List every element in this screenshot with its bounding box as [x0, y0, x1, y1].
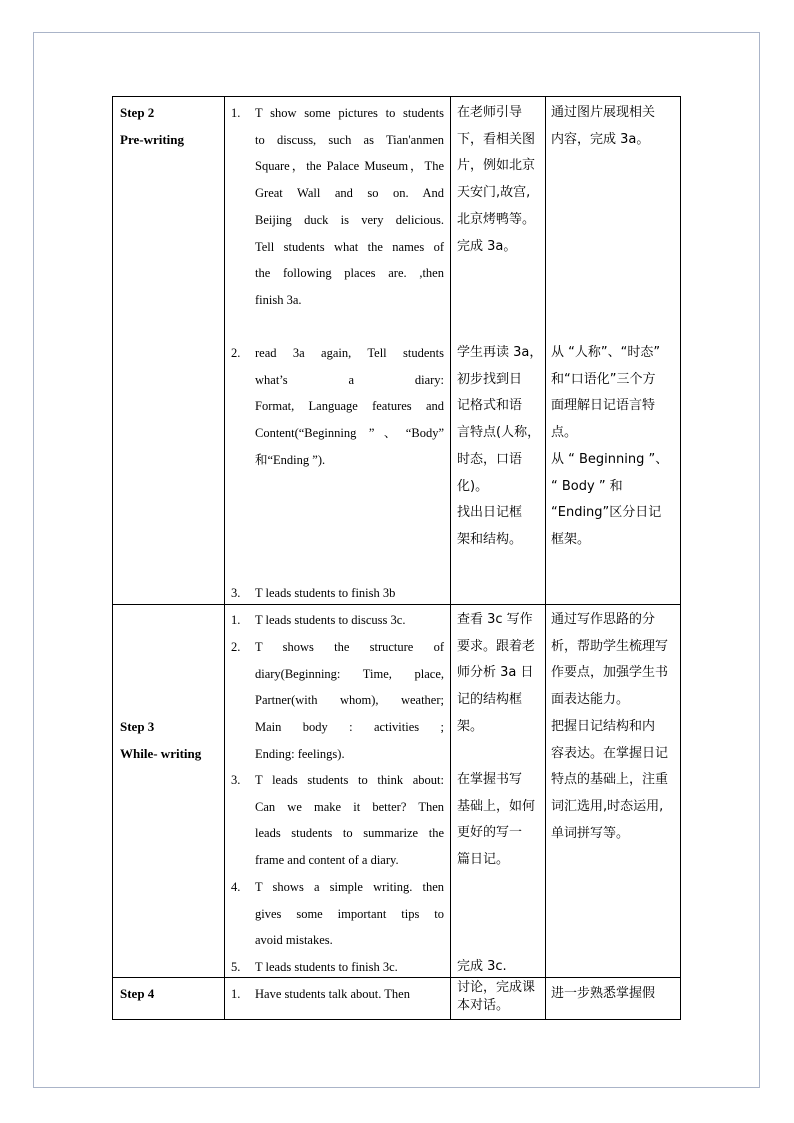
item-text-line: frame and content of a diary. — [255, 853, 399, 868]
item-number: 5. — [231, 960, 241, 974]
item-text-line: T leads students to finish 3b — [255, 586, 396, 600]
item-text-line: T shows a simple writing. then — [255, 880, 444, 894]
item-number: 4. — [231, 880, 241, 894]
student-activity-line: 言特点(人称， — [457, 425, 541, 441]
student-activity-line: 天安门,故宫, — [457, 185, 531, 201]
purpose-line: 内容，完成 3a。 — [551, 131, 650, 147]
purpose-line: 单词拼写等。 — [551, 825, 630, 841]
purpose-line: 析，帮助学生梳理写 — [551, 638, 669, 654]
student-activity-line: 查看 3c 写作 — [457, 612, 533, 627]
student-activity-line: 完成 3a。 — [457, 238, 517, 254]
item-number: 3. — [231, 586, 241, 600]
purpose-line: 容表达。在掌握日记 — [551, 745, 669, 761]
item-text-line: finish 3a. — [255, 292, 302, 307]
purpose-line: 框架。 — [551, 531, 591, 547]
student-activity-line: 在掌握书写 — [457, 772, 523, 787]
purpose-line: 通过图片展现相关 — [551, 105, 656, 120]
student-activity-line: 要求。跟着老 — [457, 638, 536, 654]
table-border — [224, 96, 225, 1020]
purpose-line: 词汇选用,时态运用, — [551, 798, 664, 814]
item-text-line: T leads students to discuss 3c. — [255, 613, 406, 627]
table-border — [545, 96, 546, 1020]
item-text-line: Partner(with whom), weather; — [255, 693, 444, 708]
student-activity-line: 时态，口语 — [457, 451, 523, 467]
item-text-line: Beijing duck is very delicious. — [255, 212, 444, 227]
item-number: 1. — [231, 613, 241, 627]
student-activity-line: 在老师引导 — [457, 105, 523, 120]
student-activity-line: 下，看相关图 — [457, 131, 536, 147]
purpose-line: 从 “ Beginning ”、 — [551, 451, 669, 467]
item-text-line: Main body : activities ; — [255, 720, 444, 735]
item-text-line: avoid mistakes. — [255, 933, 333, 948]
student-activity-line: 本对话。 — [457, 998, 510, 1013]
student-activity-line: 篇日记。 — [457, 852, 510, 868]
student-activity-line: 基础上，如何 — [457, 798, 536, 814]
item-text-line: T shows the structure of — [255, 640, 444, 654]
student-activity-line: 完成 3c. — [457, 959, 507, 974]
item-text-line: Tell students what the names of — [255, 239, 444, 254]
table-border — [112, 1019, 681, 1020]
purpose-line: 特点的基础上，注重 — [551, 772, 669, 788]
purpose-line: “ Body ” 和 — [551, 478, 623, 494]
purpose-line: 和“口语化”三个方 — [551, 371, 656, 387]
purpose-line: 作要点，加强学生书 — [551, 665, 669, 681]
student-activity-line: 学生再读 3a， — [457, 345, 543, 360]
item-number: 2. — [231, 640, 241, 654]
item-text-line: Square，the Palace Museum，The — [255, 159, 444, 174]
student-activity-line: 更好的写一 — [457, 825, 523, 841]
student-activity-line: 架。 — [457, 718, 484, 734]
student-activity-line: 找出日记框 — [457, 505, 523, 521]
student-activity-line: 师分析 3a 日 — [457, 665, 534, 681]
item-text-line: Have students talk about. Then — [255, 987, 410, 1001]
item-text-line: Content(“Beginning ”、“Body” — [255, 426, 444, 441]
purpose-line: 通过写作思路的分 — [551, 612, 656, 627]
table-border — [680, 96, 681, 1020]
item-text-line: the following places are. ,then — [255, 266, 444, 281]
item-number: 2. — [231, 346, 241, 360]
item-text-line: T leads students to think about: — [255, 773, 444, 787]
item-text-line: 和“Ending ”). — [255, 452, 326, 467]
item-number: 1. — [231, 987, 241, 1001]
item-number: 1. — [231, 106, 241, 120]
student-activity-line: 讨论，完成课 — [457, 980, 536, 995]
item-text-line: to discuss, such as Tian'anmen — [255, 132, 444, 147]
student-activity-line: 记的结构框 — [457, 692, 523, 708]
purpose-line: 进一步熟悉掌握假 — [551, 986, 656, 1001]
item-number: 3. — [231, 773, 241, 787]
student-activity-line: 化)。 — [457, 478, 489, 494]
item-text-line: Great Wall and so on. And — [255, 186, 444, 201]
item-text-line: read 3a again, Tell students — [255, 346, 444, 360]
table-border — [450, 96, 451, 1020]
item-text-line: Ending: feelings). — [255, 746, 345, 761]
item-text-line: leads students to summarize the — [255, 826, 444, 841]
step-label: Step 2 — [120, 105, 155, 120]
purpose-line: “Ending”区分日记 — [551, 505, 662, 521]
item-text-line: T leads students to finish 3c. — [255, 960, 398, 974]
item-text-line: what’s a diary: — [255, 372, 444, 387]
item-text-line: diary(Beginning: Time, place, — [255, 666, 444, 681]
item-text-line: Format, Language features and — [255, 399, 444, 414]
purpose-line: 从 “人称”、“时态” — [551, 345, 661, 360]
stage-label: While- writing — [120, 745, 202, 761]
purpose-line: 把握日记结构和内 — [551, 718, 656, 734]
stage-label: Pre-writing — [120, 131, 185, 147]
table-border — [112, 96, 113, 1020]
purpose-line: 点。 — [551, 425, 578, 441]
item-text-line: Can we make it better? Then — [255, 799, 444, 814]
student-activity-line: 记格式和语 — [457, 398, 523, 414]
student-activity-line: 北京烤鸭等。 — [457, 211, 536, 227]
item-text-line: gives some important tips to — [255, 906, 444, 921]
student-activity-line: 初步找到日 — [457, 371, 523, 387]
step-label: Step 4 — [120, 986, 155, 1001]
purpose-line: 面表达能力。 — [551, 692, 630, 708]
student-activity-line: 片，例如北京 — [457, 158, 536, 174]
step-label: Step 3 — [120, 719, 155, 734]
item-text-line: T show some pictures to students — [255, 106, 444, 120]
table-border — [112, 96, 681, 97]
purpose-line: 面理解日记语言特 — [551, 398, 656, 414]
student-activity-line: 架和结构。 — [457, 531, 523, 547]
